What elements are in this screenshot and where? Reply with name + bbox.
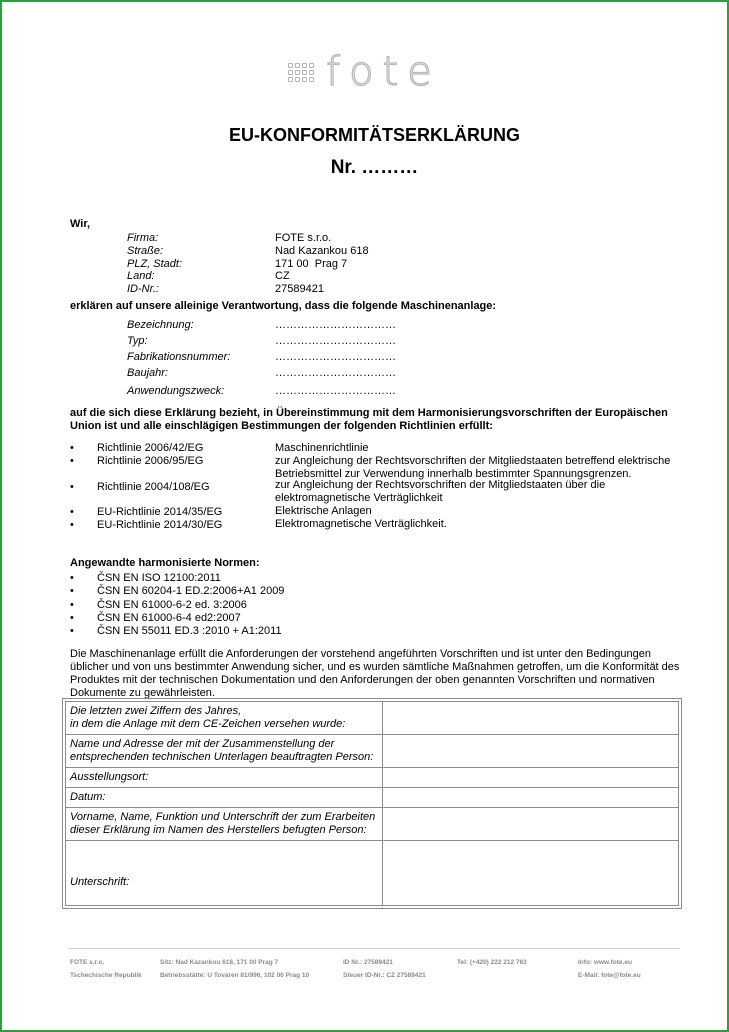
document-number: Nr. ……… xyxy=(330,157,419,178)
machine-value: …………………………… xyxy=(275,319,396,331)
table-row xyxy=(66,841,679,906)
machine-value: …………………………… xyxy=(275,351,396,363)
company-label: Firma: xyxy=(127,232,159,244)
footer-company: FOTE s.r.o. xyxy=(70,959,105,966)
bullet-icon: • xyxy=(70,585,74,597)
footer-divider xyxy=(68,948,680,949)
bullet-icon: • xyxy=(70,612,74,624)
directive-name: EU-Richtlinie 2014/30/EG xyxy=(97,519,223,531)
bullet-icon: • xyxy=(70,625,74,637)
company-value: FOTE s.r.o. xyxy=(275,232,332,244)
bullet-icon: • xyxy=(70,519,74,531)
table-value[interactable] xyxy=(383,788,679,808)
intro-wir: Wir, xyxy=(70,218,91,230)
directive-desc: Maschinenrichtlinie xyxy=(275,442,369,454)
table-row xyxy=(66,768,679,788)
signature-field[interactable] xyxy=(383,841,679,906)
norm-item: ČSN EN ISO 12100:2011 xyxy=(97,572,221,584)
logo-text: fote xyxy=(326,49,441,95)
bullet-icon: • xyxy=(70,481,74,493)
machine-label: Fabrikationsnummer: xyxy=(127,351,231,363)
machine-value: …………………………… xyxy=(275,335,396,347)
table-label: Ausstellungsort: xyxy=(66,768,383,788)
bullet-icon: • xyxy=(70,442,74,454)
norm-item: ČSN EN 61000-6-2 ed. 3:2006 xyxy=(97,599,247,611)
company-label: ID-Nr.: xyxy=(127,283,159,295)
bullet-icon: • xyxy=(70,599,74,611)
harmonization-text: auf die sich diese Erklärung bezieht, in Übereinstimmung mit dem Harmonisierungsvorschriften der Europäischen Union ist und alle einschlägigen Bestimmungen der folgenden Richtlinien erfüllt: xyxy=(70,407,668,432)
table-row xyxy=(66,788,679,808)
table-value[interactable] xyxy=(383,735,679,768)
footer-country: Tschechische Republik xyxy=(70,972,142,979)
logo-grid-icon xyxy=(288,63,314,82)
directive-name: EU-Richtlinie 2014/35/EG xyxy=(97,506,223,518)
table-value[interactable] xyxy=(383,702,679,735)
footer-plant: Betriebsstätte: U Továren 81/996, 102 00 Prag 10 xyxy=(160,972,310,979)
table-label: Unterschrift: xyxy=(66,841,383,906)
company-value: CZ xyxy=(275,270,290,282)
table-label: Datum: xyxy=(66,788,383,808)
table-row xyxy=(66,808,679,841)
machine-value: …………………………… xyxy=(275,367,396,379)
company-value: 27589421 xyxy=(275,283,324,295)
table-label: Die letzten zwei Ziffern des Jahres, in dem die Anlage mit dem CE-Zeichen versehen wurde: xyxy=(66,702,383,735)
bullet-icon: • xyxy=(70,572,74,584)
norm-item: ČSN EN 60204-1 ED.2:2006+A1 2009 xyxy=(97,585,285,597)
fote-logo xyxy=(288,49,441,95)
footer-phone: Tel: (+420) 222 212 763 xyxy=(457,959,527,966)
table-label: Name und Adresse der mit der Zusammenstellung der entsprechenden technischen Unterlagen beauftragten Person: xyxy=(66,735,383,768)
machine-label: Typ: xyxy=(127,335,148,347)
company-label: Straße: xyxy=(127,245,164,257)
directive-name: Richtlinie 2004/108/EG xyxy=(97,481,210,493)
norm-item: ČSN EN 55011 ED.3 :2010 + A1:2011 xyxy=(97,625,282,637)
table-label: Vorname, Name, Funktion und Unterschrift der zum Erarbeiten dieser Erklärung im Namen des Herstellers befugten Person: xyxy=(66,808,383,841)
machine-label: Bezeichnung: xyxy=(127,319,194,331)
directive-name: Richtlinie 2006/95/EG xyxy=(97,455,204,467)
company-label: Land: xyxy=(127,270,155,282)
conformity-text: Die Maschinenanlage erfüllt die Anforderungen der vorstehend angeführten Vorschriften und ist unter den Bedingungen üblicher und von uns bestimmter Anwendung sicher, und es wurden sämtliche Maßnahmen getroffen, um die Konformität des Produktes mit der technischen Dokumentation und den Anforderungen der oben genannten Vorschriften und normativen Dokumente zu gewährleisten. xyxy=(70,648,680,699)
machine-value: …………………………… xyxy=(275,385,396,397)
company-label: PLZ, Stadt: xyxy=(127,258,183,270)
footer-tax-id: Steuer ID-Nr.: CZ 27589421 xyxy=(343,972,426,979)
norm-item: ČSN EN 61000-6-4 ed2:2007 xyxy=(97,612,241,624)
footer-web: Info: www.fote.eu xyxy=(578,959,632,966)
table-value[interactable] xyxy=(383,768,679,788)
company-value: Nad Kazankou 618 xyxy=(275,245,369,257)
document-title: EU-KONFORMITÄTSERKLÄRUNG xyxy=(229,125,520,145)
table-row xyxy=(66,702,679,735)
bullet-icon: • xyxy=(70,455,74,467)
machine-label: Anwendungszweck: xyxy=(127,385,225,397)
norms-heading: Angewandte harmonisierte Normen: xyxy=(70,557,260,569)
directive-desc: zur Angleichung der Rechtsvorschriften der Mitgliedstaaten betreffend elektrische Betriebsmittel zur Verwendung innerhalb bestimmter Spannungsgrenzen. xyxy=(275,455,671,480)
declaration-table xyxy=(65,701,679,906)
table-value[interactable] xyxy=(383,808,679,841)
bullet-icon: • xyxy=(70,506,74,518)
company-value: 171 00 Prag 7 xyxy=(275,258,348,270)
footer-seat: Sitz: Nad Kazankou 618, 171 00 Prag 7 xyxy=(160,959,279,966)
footer-email: E-Mail: fote@fote.eu xyxy=(578,972,641,979)
footer-id: ID Nr.: 27589421 xyxy=(343,959,393,966)
declaration-text: erklären auf unsere alleinige Verantwortung, dass die folgende Maschinenanlage: xyxy=(70,300,497,312)
directive-name: Richtlinie 2006/42/EG xyxy=(97,442,204,454)
directive-desc: Elektromagnetische Verträglichkeit. xyxy=(275,518,447,530)
table-row xyxy=(66,735,679,768)
directive-desc: zur Angleichung der Rechtsvorschriften der Mitgliedstaaten über die elektromagnetische Verträglichkeit xyxy=(275,479,606,504)
directive-desc: Elektrische Anlagen xyxy=(275,505,372,517)
machine-label: Baujahr: xyxy=(127,367,168,379)
